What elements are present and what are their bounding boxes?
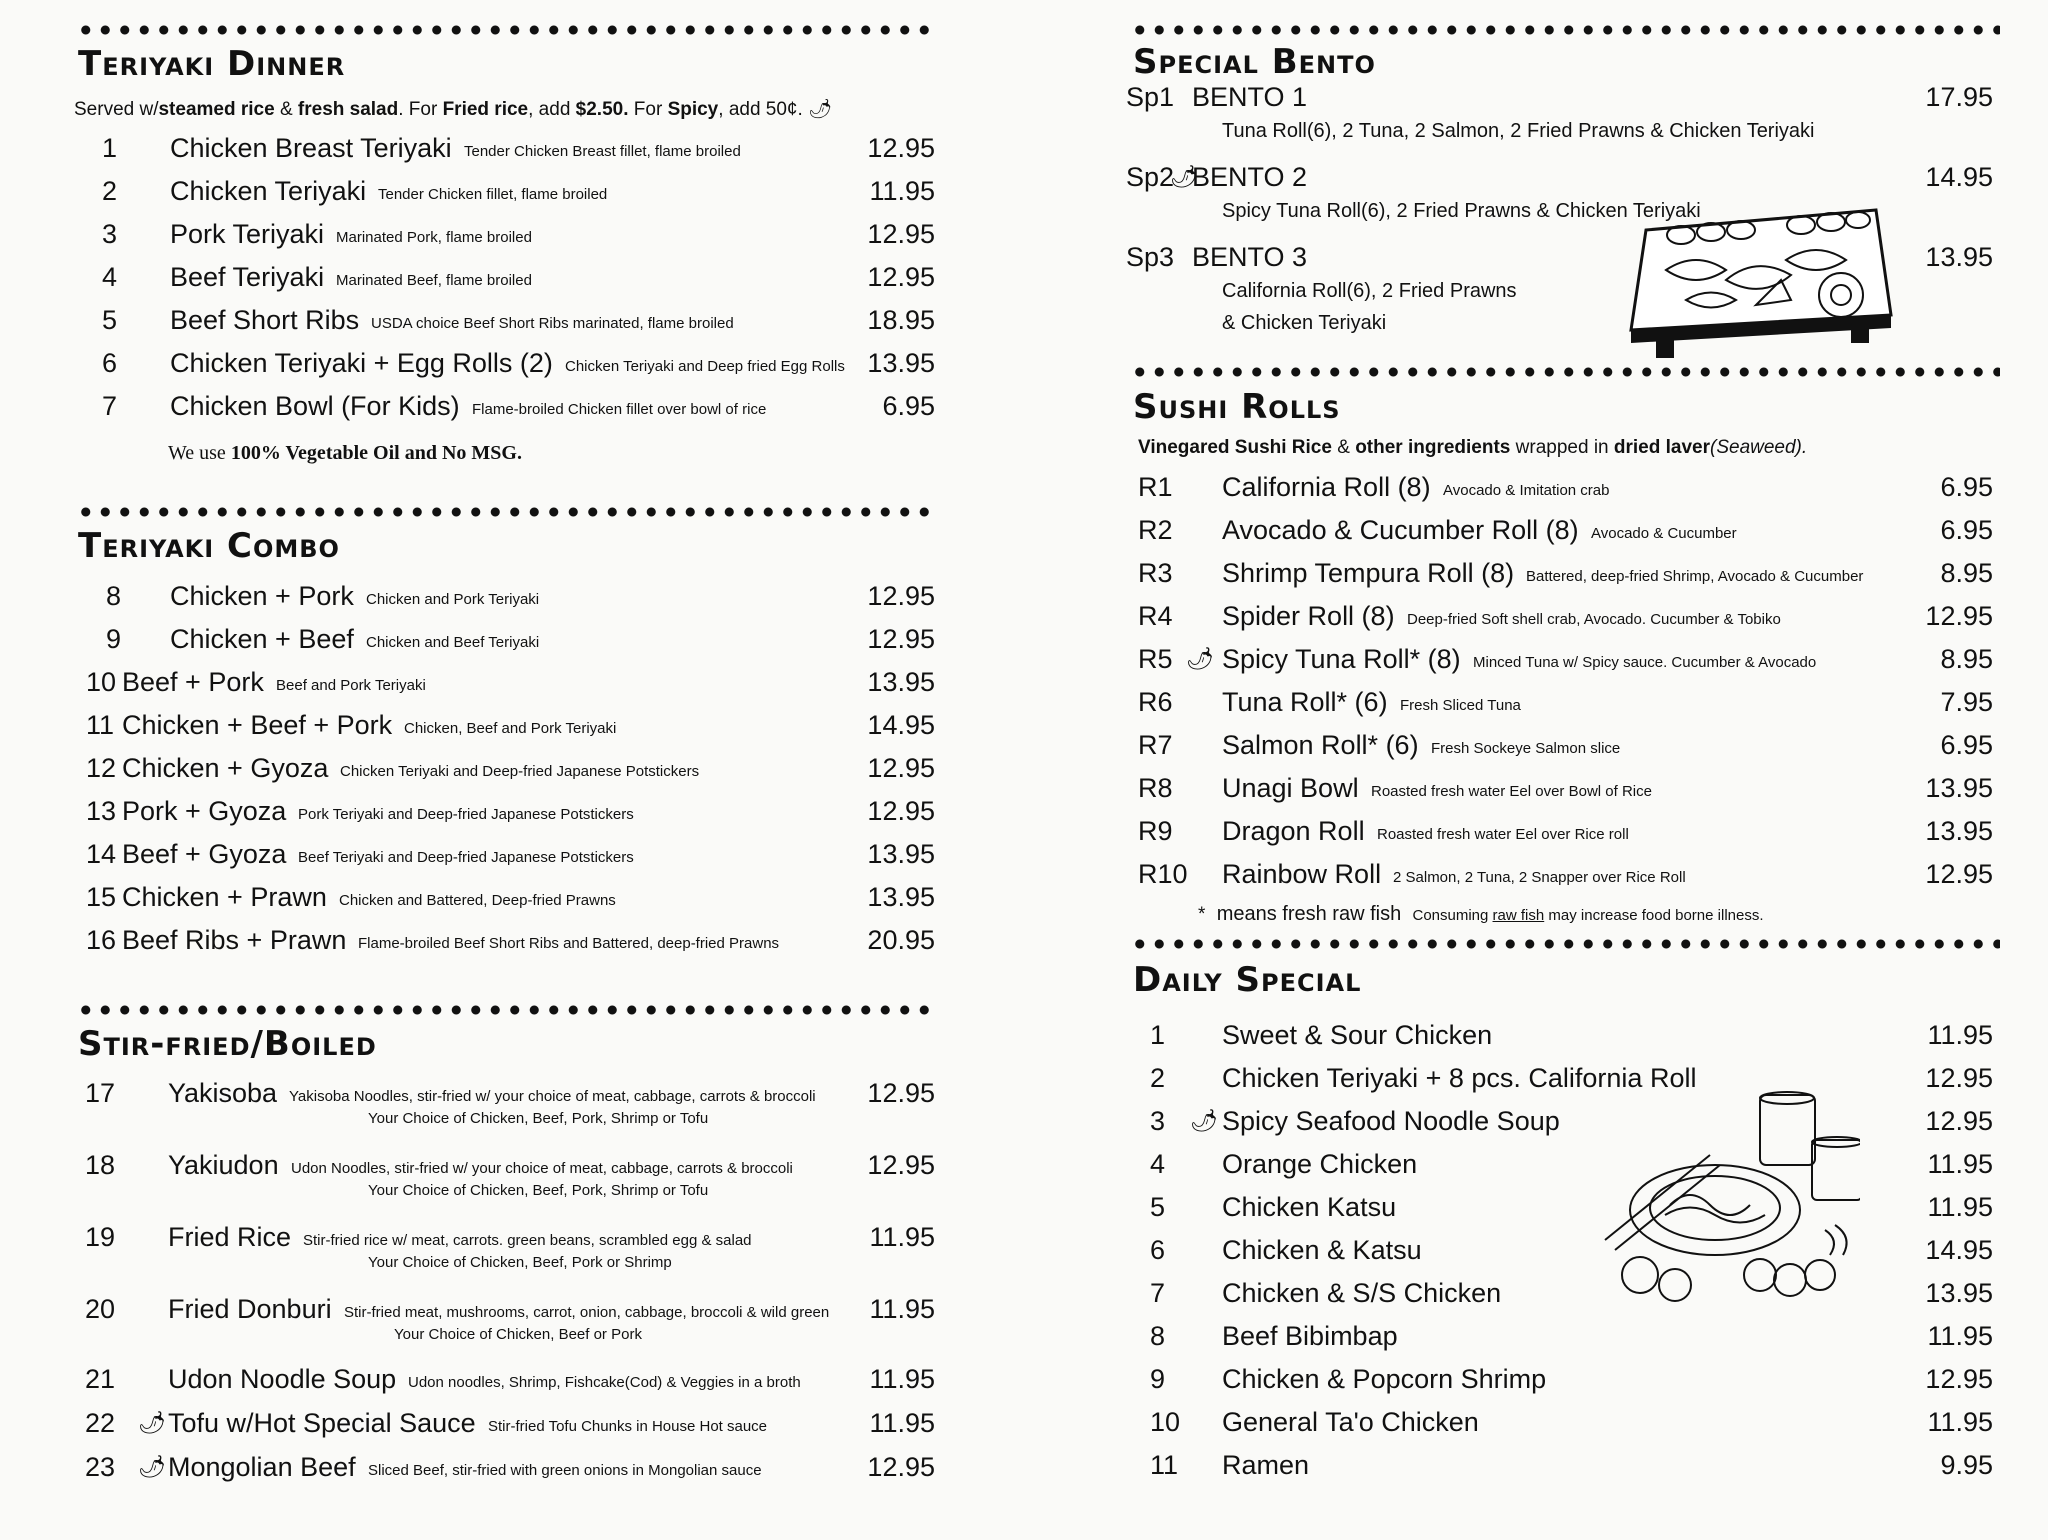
item-description: Roasted fresh water Eel over Rice roll [1377, 826, 1629, 843]
item-number: 2 [1150, 1063, 1166, 1093]
teriyaki-dinner-title: Teriyaki Dinner [78, 44, 346, 84]
item-price: 13.95 [1925, 816, 1993, 846]
item-description: Minced Tuna w/ Spicy sauce. Cucumber & Avocado [1473, 654, 1817, 671]
item-number: R3 [1138, 558, 1173, 588]
item-description: Chicken and Beef Teriyaki [366, 634, 540, 651]
item-price: 14.95 [867, 710, 935, 740]
item-number: 9 [106, 624, 122, 654]
item-number: 3 [1150, 1106, 1166, 1136]
daily-special-title: Daily Special [1133, 960, 1362, 1000]
item-description: Udon noodles, Shrimp, Fishcake(Cod) & Veggies in a broth [408, 1374, 801, 1391]
item-number: 2 [102, 176, 118, 206]
menu-item-row [0, 472, 2048, 512]
menu-item-row [0, 1364, 2048, 1404]
menu-item-row [0, 391, 2048, 431]
item-description: Avocado & Cucumber [1591, 525, 1737, 542]
item-number: Sp3 [1126, 242, 1175, 272]
item-number: 10 [86, 667, 117, 697]
item-name: Mongolian Beef [168, 1452, 356, 1482]
item-price: 12.95 [867, 1150, 935, 1180]
item-number: 16 [86, 925, 117, 955]
no-msg-note: We use 100% Vegetable Oil and No MSG. [168, 442, 522, 464]
dotted-divider [76, 1004, 936, 1016]
item-number: 3 [102, 219, 118, 249]
item-name: Beef + Gyoza [122, 839, 287, 869]
item-price: 11.95 [1927, 1192, 1993, 1222]
item-name: Beef Bibimbap [1222, 1321, 1398, 1351]
item-price: 13.95 [1925, 1278, 1993, 1308]
chili-pepper-icon: 🌶 [1190, 1108, 1218, 1133]
item-name: Rainbow Roll [1222, 859, 1382, 889]
item-price: 8.95 [1940, 644, 1993, 674]
item-description-line2: Your Choice of Chicken, Beef, Pork, Shrimp or Tofu [368, 1110, 709, 1127]
item-number: 12 [86, 753, 117, 783]
item-price: 17.95 [1925, 82, 1993, 112]
item-price: 18.95 [867, 305, 935, 335]
item-number: 13 [86, 796, 117, 826]
item-description: USDA choice Beef Short Ribs marinated, flame broiled [371, 315, 734, 332]
item-number: R5 [1138, 644, 1173, 674]
item-number: Sp2 [1126, 162, 1175, 192]
item-description: Fresh Sockeye Salmon slice [1431, 740, 1621, 757]
item-name: Chicken Breast Teriyaki [170, 133, 452, 163]
item-number: 22 [85, 1408, 116, 1438]
item-description: Sliced Beef, stir-fried with green onions in Mongolian sauce [368, 1462, 762, 1479]
item-description-line2: Your Choice of Chicken, Beef, Pork, Shrimp or Tofu [368, 1182, 709, 1199]
item-price: 11.95 [1927, 1149, 1993, 1179]
item-price: 9.95 [1940, 1450, 1993, 1480]
item-description: Tender Chicken fillet, flame broiled [378, 186, 608, 203]
dotted-divider [1130, 366, 2000, 378]
dotted-divider [1130, 938, 2000, 950]
item-name: Chicken Katsu [1222, 1192, 1397, 1222]
item-name: Chicken Teriyaki [170, 176, 367, 206]
item-description: Flame-broiled Beef Short Ribs and Battered, deep-fried Prawns [358, 935, 780, 952]
item-price: 11.95 [869, 176, 935, 206]
item-name: Beef + Pork [122, 667, 264, 697]
item-description: Avocado & Imitation crab [1443, 482, 1610, 499]
menu-item-row [0, 1020, 2048, 1060]
item-description: Stir-fried rice w/ meat, carrots. green beans, scrambled egg & salad [303, 1232, 752, 1249]
item-name: Chicken & Popcorn Shrimp [1222, 1364, 1547, 1394]
item-price: 14.95 [1925, 1235, 1993, 1265]
chili-pepper-icon: 🌶 [1170, 164, 1198, 189]
item-name: Ramen [1222, 1450, 1310, 1480]
menu-item-row [0, 162, 2048, 222]
item-description: Tender Chicken Breast fillet, flame broiled [464, 143, 741, 160]
item-name: Beef Short Ribs [170, 305, 360, 335]
menu-item-row [0, 687, 2048, 727]
item-price: 11.95 [869, 1364, 935, 1394]
raw-fish-footnote: * means fresh raw fish Consuming raw fish may increase food borne illness. [1198, 903, 1764, 925]
item-name: Spicy Seafood Noodle Soup [1222, 1106, 1560, 1136]
item-price: 13.95 [867, 348, 935, 378]
item-name: Pork Teriyaki [170, 219, 325, 249]
item-name: Chicken & S/S Chicken [1222, 1278, 1502, 1308]
item-price: 13.95 [867, 882, 935, 912]
item-number: 20 [85, 1294, 116, 1324]
chili-pepper-icon: 🌶 [1186, 646, 1214, 671]
item-number: 8 [106, 581, 122, 611]
item-number: R1 [1138, 472, 1173, 502]
item-name: Orange Chicken [1222, 1149, 1418, 1179]
item-description: Stir-fried Tofu Chunks in House Hot sauce [488, 1418, 768, 1435]
item-price: 6.95 [1940, 472, 1993, 502]
item-name: Fried Rice [168, 1222, 292, 1252]
item-price: 12.95 [1925, 1106, 1993, 1136]
item-price: 13.95 [1925, 242, 1993, 272]
item-description: Chicken and Battered, Deep-fried Prawns [339, 892, 616, 909]
item-number: 21 [85, 1364, 116, 1394]
item-name: Tuna Roll* (6) [1222, 687, 1388, 717]
item-name: BENTO 1 [1192, 82, 1308, 112]
item-number: 15 [86, 882, 117, 912]
item-name: Salmon Roll* (6) [1222, 730, 1419, 760]
menu-item-row [0, 601, 2048, 641]
noodle-bowl-illustration [1600, 1090, 1860, 1310]
item-name: BENTO 2 [1192, 162, 1308, 192]
item-description-line2: & Chicken Teriyaki [1222, 312, 1387, 334]
item-description: Chicken, Beef and Pork Teriyaki [404, 720, 617, 737]
sushi-rolls-title: Sushi Rolls [1133, 387, 1341, 427]
item-description-line2: Your Choice of Chicken, Beef or Pork [394, 1326, 642, 1343]
item-number: 18 [85, 1150, 116, 1180]
item-name: Shrimp Tempura Roll (8) [1222, 558, 1515, 588]
teriyaki-combo-title: Teriyaki Combo [78, 526, 340, 566]
item-number: R7 [1138, 730, 1173, 760]
sushi-board-illustration [1626, 200, 1896, 360]
item-name: Fried Donburi [168, 1294, 332, 1324]
menu-item-row [0, 816, 2048, 856]
item-description: Marinated Beef, flame broiled [336, 272, 532, 289]
item-price: 12.95 [867, 219, 935, 249]
item-number: 11 [86, 710, 115, 740]
special-bento-title: Special Bento [1133, 42, 1376, 82]
chili-pepper-icon: 🌶 [138, 1410, 166, 1435]
item-price: 6.95 [882, 391, 935, 421]
item-name: Beef Ribs + Prawn [122, 925, 347, 955]
item-description: Yakisoba Noodles, stir-fried w/ your choice of meat, cabbage, carrots & broccoli [289, 1088, 816, 1105]
menu-item-row [0, 644, 2048, 684]
item-number: R2 [1138, 515, 1173, 545]
item-name: Tofu w/Hot Special Sauce [168, 1408, 476, 1438]
item-name: Chicken + Pork [170, 581, 354, 611]
item-price: 12.95 [867, 624, 935, 654]
item-price: 6.95 [1940, 730, 1993, 760]
item-number: 1 [102, 133, 118, 163]
item-name: Udon Noodle Soup [168, 1364, 397, 1394]
item-name: BENTO 3 [1192, 242, 1308, 272]
item-price: 11.95 [1927, 1020, 1993, 1050]
item-price: 11.95 [869, 1294, 935, 1324]
item-name: Chicken Teriyaki + 8 pcs. California Roll [1222, 1063, 1697, 1093]
item-price: 12.95 [1925, 601, 1993, 631]
item-number: 6 [1150, 1235, 1166, 1265]
item-number: 10 [1150, 1407, 1181, 1437]
item-price: 14.95 [1925, 162, 1993, 192]
item-price: 12.95 [1925, 1364, 1993, 1394]
menu-item-row [0, 82, 2048, 142]
item-price: 11.95 [869, 1408, 935, 1438]
item-number: 11 [1150, 1450, 1179, 1480]
item-name: Chicken + Beef [170, 624, 354, 654]
chili-pepper-icon: 🌶 [808, 99, 833, 120]
item-name: California Roll (8) [1222, 472, 1431, 502]
item-description: Chicken and Pork Teriyaki [366, 591, 540, 608]
menu-item-row [0, 859, 2048, 899]
item-description: Roasted fresh water Eel over Bowl of Rice [1371, 783, 1652, 800]
dotted-divider [76, 24, 936, 36]
item-number: Sp1 [1126, 82, 1175, 112]
item-price: 20.95 [867, 925, 935, 955]
item-price: 6.95 [1940, 515, 1993, 545]
dotted-divider [1130, 24, 2000, 36]
item-number: R9 [1138, 816, 1173, 846]
menu-item-row [0, 730, 2048, 770]
item-number: R4 [1138, 601, 1173, 631]
item-name: Yakisoba [168, 1078, 278, 1108]
item-number: 1 [1150, 1020, 1166, 1050]
item-price: 8.95 [1940, 558, 1993, 588]
item-description: Fresh Sliced Tuna [1400, 697, 1521, 714]
item-name: Chicken + Prawn [122, 882, 327, 912]
item-price: 11.95 [869, 1222, 935, 1252]
item-description: Pork Teriyaki and Deep-fried Japanese Potstickers [298, 806, 634, 823]
menu-item-row [0, 1450, 2048, 1490]
item-name: Chicken Bowl (For Kids) [170, 391, 460, 421]
item-number: 7 [102, 391, 118, 421]
item-number: R6 [1138, 687, 1173, 717]
item-description: Chicken Teriyaki and Deep-fried Japanese Potstickers [340, 763, 700, 780]
item-name: Sweet & Sour Chicken [1222, 1020, 1493, 1050]
item-price: 13.95 [867, 839, 935, 869]
item-description: California Roll(6), 2 Fried Prawns [1222, 280, 1517, 302]
item-number: 8 [1150, 1321, 1166, 1351]
item-price: 13.95 [1925, 773, 1993, 803]
item-description: Tuna Roll(6), 2 Tuna, 2 Salmon, 2 Fried Prawns & Chicken Teriyaki [1222, 120, 1815, 142]
item-name: Dragon Roll [1222, 816, 1365, 846]
item-number: 4 [102, 262, 118, 292]
item-name: General Ta'o Chicken [1222, 1407, 1479, 1437]
item-number: 5 [102, 305, 118, 335]
item-name: Pork + Gyoza [122, 796, 287, 826]
item-number: 14 [86, 839, 117, 869]
item-number: 7 [1150, 1278, 1166, 1308]
item-price: 13.95 [867, 667, 935, 697]
item-number: 19 [85, 1222, 116, 1252]
item-description: Udon Noodles, stir-fried w/ your choice of meat, cabbage, carrots & broccoli [291, 1160, 793, 1177]
item-number: 9 [1150, 1364, 1166, 1394]
item-description: Flame-broiled Chicken fillet over bowl of rice [472, 401, 767, 418]
teriyaki-dinner-subtitle: Served w/steamed rice & fresh salad. For Fried rice, add $2.50. For Spicy, add 50¢. 🌶 [74, 99, 833, 120]
sushi-rolls-subtitle: Vinegared Sushi Rice & other ingredients wrapped in dried laver(Seaweed). [1138, 437, 1808, 458]
item-number: R8 [1138, 773, 1173, 803]
item-name: Chicken Teriyaki + Egg Rolls (2) [170, 348, 553, 378]
item-price: 12.95 [867, 1078, 935, 1108]
item-price: 12.95 [1925, 859, 1993, 889]
item-price: 7.95 [1940, 687, 1993, 717]
item-name: Chicken + Beef + Pork [122, 710, 393, 740]
item-price: 12.95 [867, 753, 935, 783]
item-number: R10 [1138, 859, 1188, 889]
menu-item-row [0, 773, 2048, 813]
item-price: 12.95 [1925, 1063, 1993, 1093]
item-name: Spicy Tuna Roll* (8) [1222, 644, 1461, 674]
item-description: Beef Teriyaki and Deep-fried Japanese Potstickers [298, 849, 634, 866]
menu-item-row [0, 515, 2048, 555]
item-price: 12.95 [867, 262, 935, 292]
item-description: Spicy Tuna Roll(6), 2 Fried Prawns & Chicken Teriyaki [1222, 200, 1701, 222]
menu-item-row [0, 558, 2048, 598]
item-name: Chicken & Katsu [1222, 1235, 1422, 1265]
item-description: Beef and Pork Teriyaki [276, 677, 426, 694]
item-description: 2 Salmon, 2 Tuna, 2 Snapper over Rice Roll [1393, 869, 1686, 886]
item-number: 23 [85, 1452, 116, 1482]
item-description: Battered, deep-fried Shrimp, Avocado & Cucumber [1526, 568, 1864, 585]
item-name: Unagi Bowl [1222, 773, 1359, 803]
item-name: Spider Roll (8) [1222, 601, 1395, 631]
item-price: 12.95 [867, 581, 935, 611]
item-name: Avocado & Cucumber Roll (8) [1222, 515, 1579, 545]
item-price: 11.95 [1927, 1407, 1993, 1437]
item-description: Marinated Pork, flame broiled [336, 229, 532, 246]
item-price: 12.95 [867, 796, 935, 826]
item-price: 12.95 [867, 1452, 935, 1482]
stir-fried-title: Stir-fried/Boiled [78, 1024, 377, 1064]
chili-pepper-icon: 🌶 [138, 1454, 166, 1479]
menu-item-row [0, 1407, 2048, 1447]
item-description: Chicken Teriyaki and Deep fried Egg Rolls [565, 358, 845, 375]
item-name: Beef Teriyaki [170, 262, 325, 292]
item-description-line2: Your Choice of Chicken, Beef, Pork or Shrimp [368, 1254, 672, 1271]
item-number: 5 [1150, 1192, 1166, 1222]
item-price: 11.95 [1927, 1321, 1993, 1351]
item-number: 17 [85, 1078, 116, 1108]
item-name: Yakiudon [168, 1150, 279, 1180]
item-description: Stir-fried meat, mushrooms, carrot, onion, cabbage, broccoli & wild green [344, 1304, 830, 1321]
item-price: 12.95 [867, 133, 935, 163]
menu-item-row [0, 1321, 2048, 1361]
item-number: 6 [102, 348, 118, 378]
item-name: Chicken + Gyoza [122, 753, 329, 783]
item-number: 4 [1150, 1149, 1166, 1179]
item-description: Deep-fried Soft shell crab, Avocado. Cucumber & Tobiko [1407, 611, 1781, 628]
